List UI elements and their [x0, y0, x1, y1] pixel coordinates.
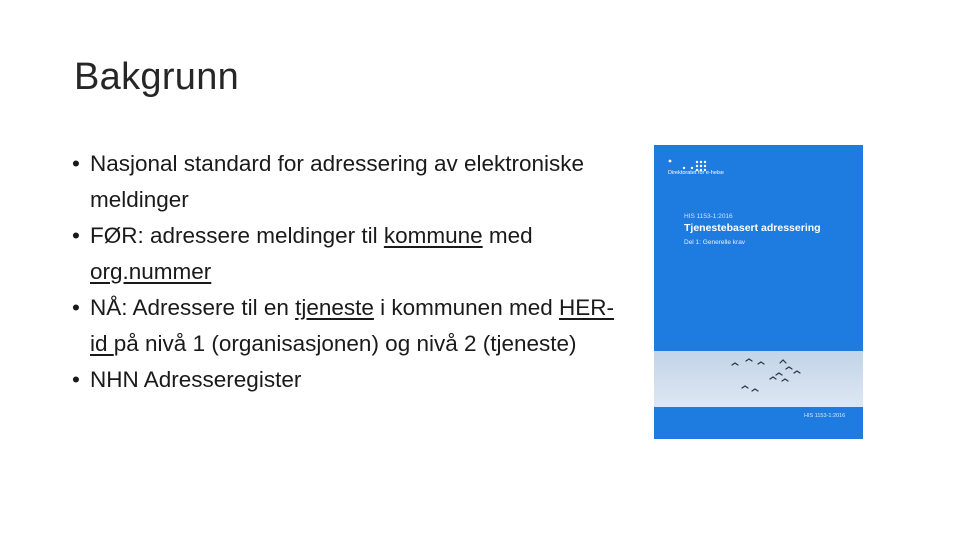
- cover-photo: [654, 351, 863, 407]
- slide-title: Bakgrunn: [74, 56, 240, 98]
- underlined-term: org.nummer: [90, 259, 212, 284]
- bullet-marker: •: [72, 367, 80, 392]
- bullet-text: NHN Adresseregister: [90, 367, 302, 392]
- bullet-item: [72, 362, 617, 398]
- flying-birds-icon: [654, 351, 863, 407]
- bullet-text: i kommunen med: [373, 295, 559, 320]
- bullet-item: [72, 290, 617, 362]
- bullet-text: Nasjonal standard for adressering av elektroniske meldinger: [90, 151, 585, 212]
- bullet-text: med: [482, 223, 533, 248]
- underlined-term: tjeneste: [295, 295, 374, 320]
- bullet-text: FØR: adressere meldinger til: [90, 223, 384, 248]
- bullet-marker: •: [72, 295, 80, 320]
- bullet-text: på nivå 1 (organisasjonen) og nivå 2 (tjeneste): [113, 331, 577, 356]
- bullet-list: [72, 146, 617, 398]
- bullet-marker: •: [72, 151, 80, 176]
- bullet-text: NÅ: Adressere til en: [90, 295, 296, 320]
- bullet-item: [72, 146, 617, 218]
- cover-footer-id: HIS 1153-1:2016: [804, 413, 846, 419]
- underlined-term: kommune: [383, 223, 483, 248]
- underlined-term: HER-id: [90, 295, 614, 356]
- cover-publisher: Direktoratet for e-helse: [668, 170, 724, 176]
- cover-document-title: Tjenestebasert adressering: [684, 222, 821, 234]
- bullet-item: [72, 218, 617, 290]
- bullet-marker: •: [72, 223, 80, 248]
- cover-document-subtitle: Del 1: Generelle krav: [684, 239, 746, 246]
- cover-document-id: HIS 1153-1:2016: [684, 213, 733, 220]
- document-cover-image: [654, 145, 863, 439]
